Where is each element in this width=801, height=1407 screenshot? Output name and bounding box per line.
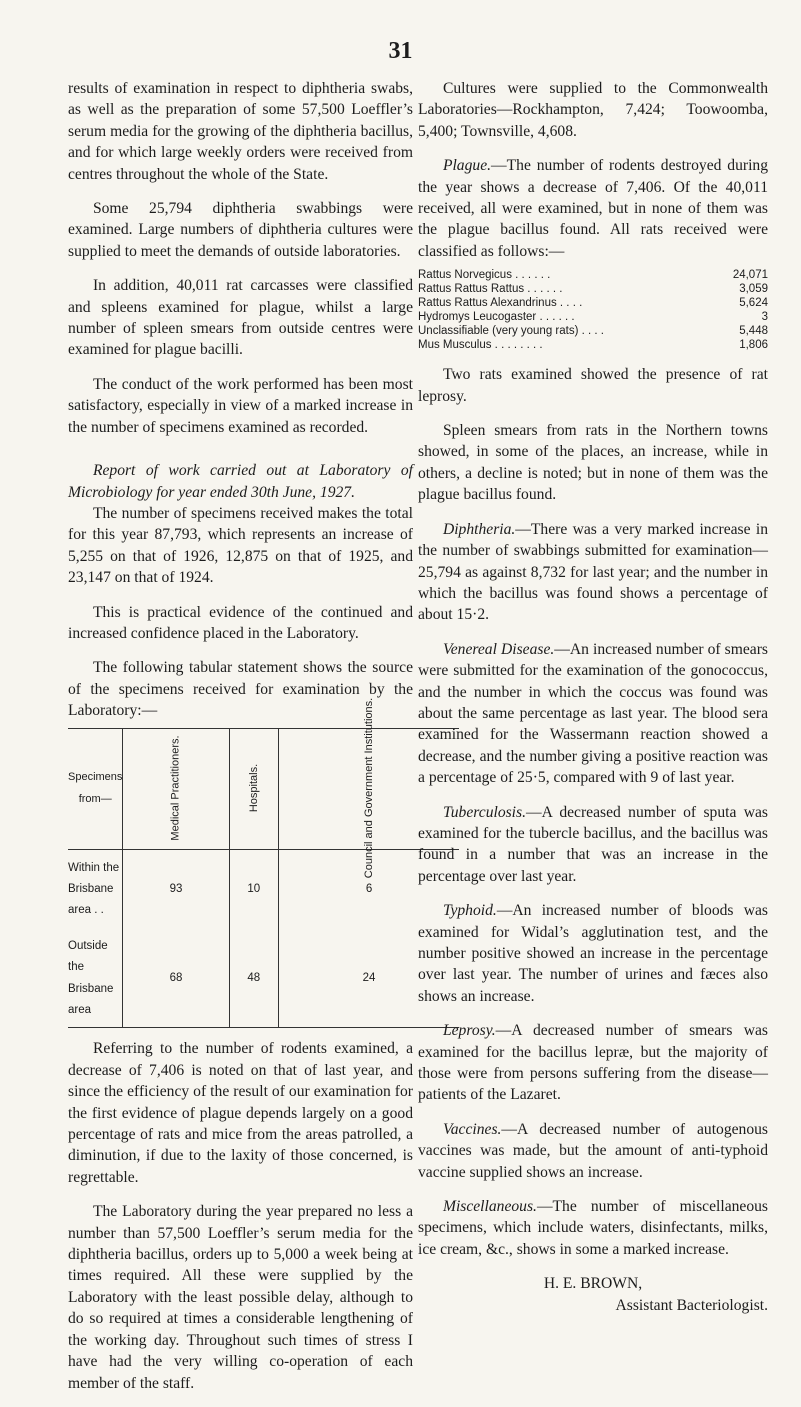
- tuberculosis-section: [418, 802, 768, 888]
- right-column: [418, 78, 768, 1316]
- paragraph: The Laboratory during the year prepared no less a number than 57,500 Loeffler’s serum media for the diphtheria bacillus, orders up to 5,000 a week being at times required. All these were supplied by the Laboratory with the least possible delay, although to do so required at times a considerable lengthening of the working day. Throughout such times of stress I have had the very willing co-operation of each member of the staff.: [68, 1203, 413, 1392]
- cell: 24: [278, 928, 459, 1028]
- table-row: [418, 268, 768, 282]
- paragraph: The conduct of the work performed has been most satisfactory, especially in view of a marked increase in the number of specimens examined as recorded.: [68, 375, 413, 436]
- section-title: Plague.: [442, 157, 492, 175]
- table-row: [68, 928, 459, 1028]
- section-text: —There was a very marked increase in the number of swabbings submitted for examination—25,794 as against 8,732 for last year; and the number in which the bacillus was found shows a percentage of about 15·2.: [418, 520, 768, 624]
- rat-count: 3: [761, 311, 768, 324]
- section-title: Diphtheria.: [442, 520, 516, 538]
- row-label: Outside the Brisbane area: [68, 928, 123, 1028]
- paragraph: results of examination in respect to diphtheria swabs, as well as the preparation of some 57,500 Loeffler’s serum media for the growing of the diphtheria bacillus, and for which large weekly orders were received from centres throughout the whole of the State.: [68, 80, 413, 183]
- section-text: —The number of rodents destroyed during the year shows a decrease of 7,406. Of the 40,011 received, all were examined, but in none of them was the plague bacillus found. All rats received were classified as follows:—: [418, 157, 768, 260]
- section-title: Typhoid.: [442, 902, 497, 920]
- table-header-medical: Medical Practitioners.: [123, 728, 229, 849]
- paragraph: Referring to the number of rodents examined, a decrease of 7,406 is noted on that of last year, and since the efficiency of the result of our examination for the first evidence of plague depends largely on a good percentage of rats and mice from the areas patrolled, a diminution, if due to the laxity of those concerned, is regrettable.: [68, 1040, 413, 1186]
- rat-count: 3,059: [739, 283, 768, 296]
- section-title: Leprosy.: [442, 1022, 496, 1040]
- table-header-council: Council and Government Institutions.: [278, 728, 459, 849]
- rat-name: Rattus Rattus Rattus . . . . . .: [418, 283, 563, 296]
- signature-name: H. E. BROWN,: [543, 1275, 643, 1293]
- plague-section: [418, 155, 768, 262]
- paragraph: Some 25,794 diphtheria swabbings were examined. Large numbers of diphtheria cultures were supplied to meet the demands of outside laboratories.: [68, 200, 413, 260]
- section-title: Venereal Disease.: [442, 640, 555, 658]
- rat-name: Hydromys Leucogaster . . . . . .: [418, 311, 575, 324]
- table-row: [418, 338, 768, 352]
- paragraph: Two rats examined showed the presence of rat leprosy.: [418, 366, 768, 405]
- rat-classification-table: [418, 268, 768, 352]
- section-title: Tuberculosis.: [442, 803, 526, 821]
- cell: 6: [278, 849, 459, 928]
- rat-name: Rattus Rattus Alexandrinus . . . .: [418, 297, 583, 310]
- cell: 48: [229, 928, 278, 1028]
- signature-title: Assistant Bacteriologist.: [615, 1296, 768, 1314]
- table-header-hospitals: Hospitals.: [229, 728, 278, 849]
- section-title: Miscellaneous.: [442, 1198, 537, 1216]
- section-text: —An increased number of bloods was examined for Widal’s agglutination test, and the number positive showed an increase in the percentage over last year. The number of urines and fæces also shows an increase.: [418, 902, 768, 1005]
- section-text: —A decreased number of sputa was examined for the tubercle bacillus, and the bacillus was found in a number that was an increase in the percentage over last year.: [418, 803, 768, 885]
- rat-count: 5,448: [739, 325, 768, 338]
- cell: 68: [123, 928, 229, 1028]
- table-row: [418, 282, 768, 296]
- venereal-section: [418, 639, 768, 789]
- typhoid-section: [418, 900, 768, 1007]
- rat-count: 24,071: [732, 269, 768, 282]
- rat-name: Unclassifiable (very young rats) . . . .: [418, 325, 604, 338]
- section-text: —An increased number of smears were submitted for the examination of the gonococcus, and the number in which the coccus was found was about the same percentage as last year. The blood sera examined for the Wassermann reaction showed a decrease, and the number giving a positive reaction was a percentage of 25·5, compared with 9 of last year.: [418, 640, 768, 787]
- section-text: —A decreased number of autogenous vaccines was made, but the amount of anti-typhoid vaccine supplied shows an increase.: [418, 1120, 768, 1181]
- left-column: [68, 78, 413, 1407]
- miscellaneous-section: [418, 1196, 768, 1260]
- table-row: [68, 849, 459, 928]
- table-row: [418, 324, 768, 338]
- cell: 93: [123, 849, 229, 928]
- leprosy-section: [418, 1020, 768, 1106]
- cell: 10: [229, 849, 278, 928]
- rat-name: Rattus Norvegicus . . . . . .: [418, 269, 551, 282]
- paragraph: The following tabular statement shows the source of the specimens received for examination by the Laboratory:—: [68, 659, 413, 720]
- section-title: Vaccines.: [442, 1120, 502, 1138]
- page-number: 31: [388, 38, 413, 64]
- section-text: —A decreased number of smears was examined for the bacillus lepræ, but the majority of those were from persons suffering from the disease—patients of the Lazaret.: [418, 1022, 768, 1104]
- rat-name: Mus Musculus . . . . . . . .: [418, 339, 543, 352]
- row-label: Within the Brisbane area . .: [68, 861, 120, 917]
- section-text: —The number of miscellaneous specimens, which include waters, disinfectants, milks, ice cream, &c., shows in some a marked increase.: [418, 1198, 768, 1258]
- diphtheria-section: [418, 519, 768, 626]
- paragraph: Cultures were supplied to the Commonwealth Laboratories—Rockhampton, 7,424; Toowoomba, 5,400; Townsville, 4,608.: [418, 80, 768, 140]
- rat-count: 5,624: [739, 297, 768, 310]
- paragraph: Spleen smears from rats in the Northern towns showed, in some of the places, an increase, while in others, a decline is noted; but in none of them was the plague bacillus found.: [418, 422, 768, 504]
- specimen-source-table: [68, 697, 459, 1029]
- table-row: [418, 310, 768, 324]
- table-header-first: Specimens from—: [68, 728, 123, 849]
- report-heading: Report of work carried out at Laboratory of Microbiology for year ended 30th June, 1927.: [68, 462, 413, 501]
- table-row: [418, 296, 768, 310]
- vaccines-section: [418, 1119, 768, 1183]
- rat-count: 1,806: [739, 339, 768, 352]
- paragraph: The number of specimens received makes the total for this year 87,793, which represents an increase of 5,255 on that of 1926, 12,875 on that of 1925, and 23,147 on that of 1924.: [68, 504, 413, 587]
- paragraph: In addition, 40,011 rat carcasses were classified and spleens examined for plague, whilst a large number of spleen smears from outside centres were examined for plague bacilli.: [68, 277, 413, 359]
- paragraph: This is practical evidence of the continued and increased confidence placed in the Laboratory.: [68, 603, 413, 642]
